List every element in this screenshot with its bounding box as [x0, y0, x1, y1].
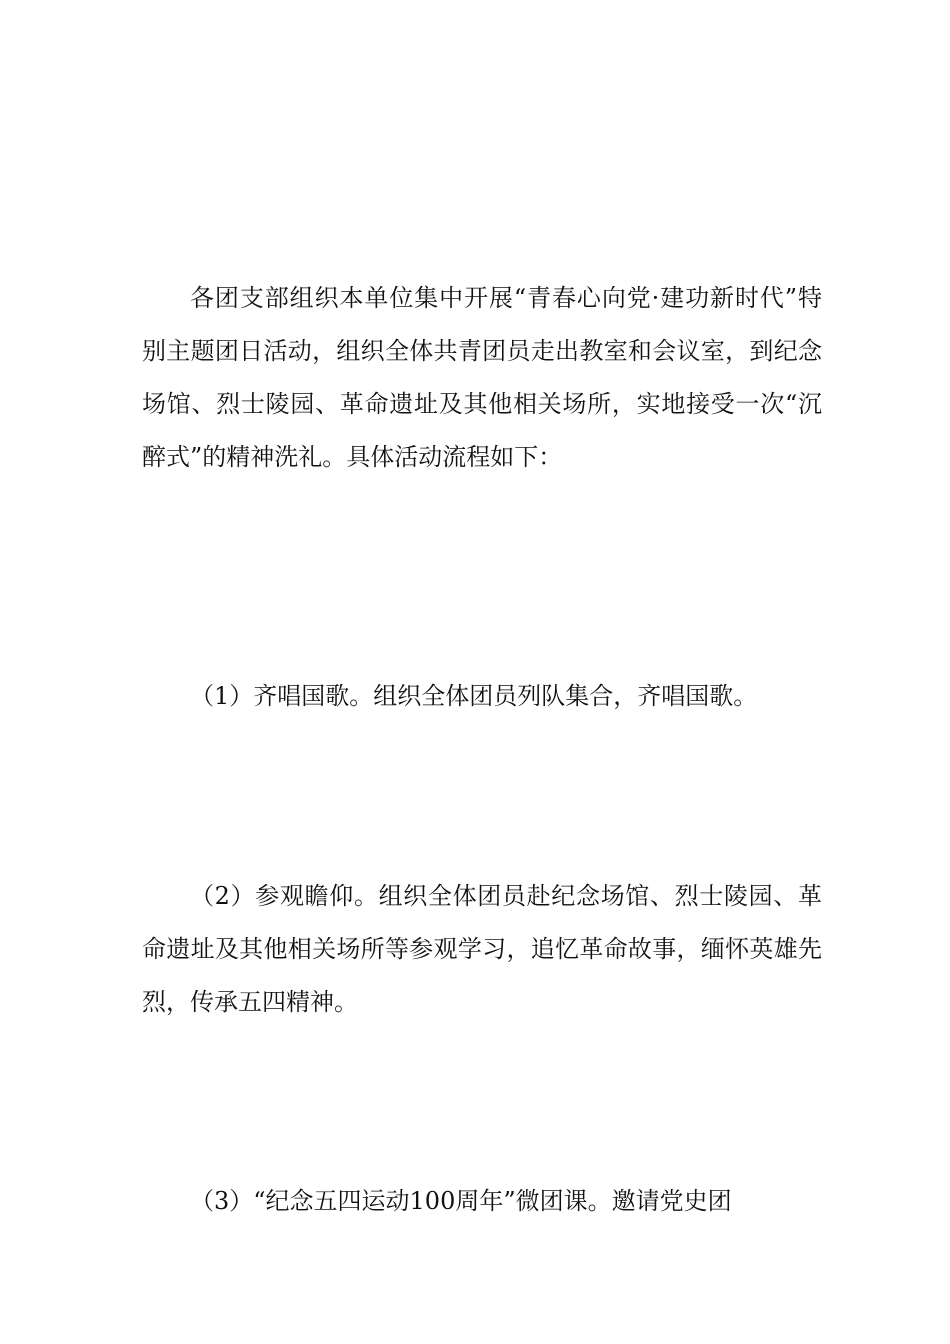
paragraph-step-1: （1）齐唱国歌。组织全体团员列队集合，齐唱国歌。	[190, 682, 758, 710]
paragraph-step-3: （3）“纪念五四运动100周年”微团课。邀请党史团	[190, 1187, 732, 1215]
paragraph-step-2: （2）参观瞻仰。组织全体团员赴纪念场馆、烈士陵园、革命遗址及其他相关场所等参观学习，追忆革命故事，缅怀英雄先烈，传承五四精神。	[142, 882, 822, 1016]
paragraph-intro: 各团支部组织本单位集中开展“青春心向党·建功新时代”特别主题团日活动，组织全体共青团员走出教室和会议室，到纪念场馆、烈士陵园、革命遗址及其他相关场所，实地接受一次“沉醉式”的精神洗礼。具体活动流程如下：	[142, 284, 822, 471]
